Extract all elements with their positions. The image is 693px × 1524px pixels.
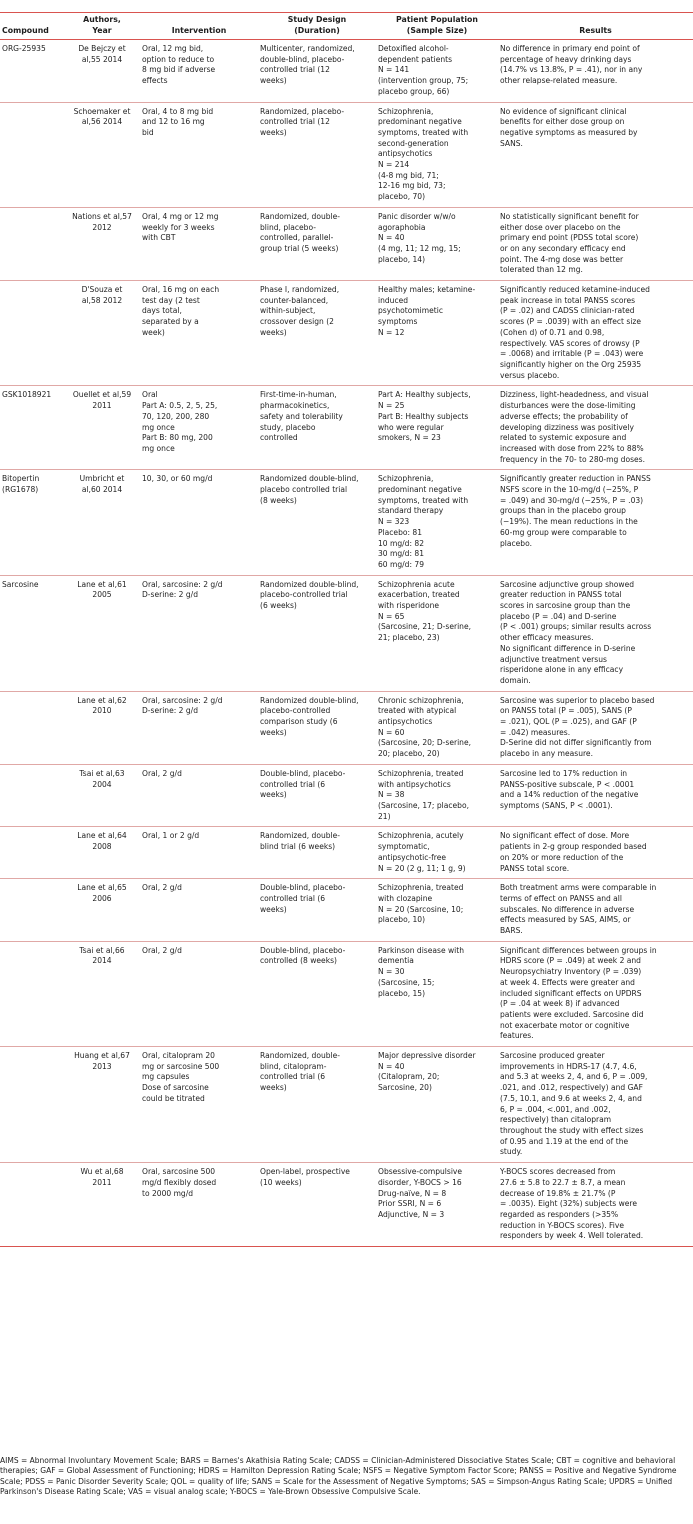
cell-compound (0, 1163, 64, 1247)
cell-results: Sarcosine produced greater improvements in HDRS-17 (4.7, 4.6, and 5.3 at weeks 2, 4, and 6, P = .009, .021, and .012, respectively) and GAF (7.5, 10.1, and 9.6 at weeks 2, 4, and 6, P = .004, <.001, and .002, respectively) than citalopram throughout the study with effect sizes of 0.95 and 1.19 at the end of the study. (498, 1047, 693, 1163)
cell-authors: Schoemaker et al,56 2014 (64, 102, 140, 207)
cell-compound (0, 1047, 64, 1163)
cell-compound (0, 102, 64, 207)
cell-compound (0, 941, 64, 1046)
cell-authors: Umbricht et al,60 2014 (64, 470, 140, 575)
cell-compound (0, 827, 64, 879)
table-row (0, 1163, 693, 1247)
cell-authors: De Bejczy et al,55 2014 (64, 40, 140, 103)
cell-population: Healthy males; ketamine- induced psychotomimetic symptoms N = 12 (376, 281, 498, 386)
cell-compound (0, 691, 64, 764)
cell-intervention: Oral, 2 g/d (140, 764, 258, 827)
abbreviations-footnote: AIMS = Abnormal Involuntary Movement Scale; BARS = Barnes's Akathisia Rating Scale; CADSS = Clinician-Administered Dissociative States Scale; CBT = cognitive and behavioral therapies; GAF = Global Assessment of Functioning; HDRS = Hamilton Depression Rating Scale; NSFS = Negative Symptom Factor Score; PANSS = Positive and Negative Syndrome Scale; PDSS = Panic Disorder Severity Scale; QOL = quality of life; SANS = Scale for the Assessment of Negative Symptoms; SAS = Simpson-Angus Rating Scale; UPDRS = Unified Parkinson's Disease Rating Scale; VAS = visual analog scale; Y-BOCS = Yale-Brown Obsessive Compulsive Scale. (0, 1456, 677, 1497)
header-compound: Compound (0, 15, 64, 40)
cell-population: Schizophrenia acute exacerbation, treated with risperidone N = 65 (Sarcosine, 21; D-serine, 21; placebo, 23) (376, 575, 498, 691)
cell-intervention: Oral, citalopram 20 mg or sarcosine 500 mg capsules Dose of sarcosine could be titrated (140, 1047, 258, 1163)
header-intervention: Intervention (140, 15, 258, 40)
cell-results: Sarcosine adjunctive group showed greater reduction in PANSS total scores in sarcosine group than the placebo (P = .04) and D-serine (P < .001) groups; similar results across other efficacy measures. No significant difference in D-serine adjunctive treatment versus risperidone alone in any efficacy domain. (498, 575, 693, 691)
cell-results: Both treatment arms were comparable in terms of effect on PANSS and all subscales. No difference in adverse effects measured by SAS, AIMS, or BARS. (498, 879, 693, 942)
cell-design: Phase I, randomized, counter-balanced, within-subject, crossover design (2 weeks) (258, 281, 376, 386)
table-row (0, 1047, 693, 1163)
cell-design: Randomized, double- blind, placebo- controlled, parallel- group trial (5 weeks) (258, 207, 376, 280)
cell-intervention: Oral, 12 mg bid, option to reduce to 8 mg bid if adverse effects (140, 40, 258, 103)
header-results: Results (498, 15, 693, 40)
cell-results: Significantly reduced ketamine-induced peak increase in total PANSS scores (P = .02) and CADSS clinician-rated scores (P = .0039) with an effect size (Cohen d) of 0.71 and 0.98, respectively. VAS scores of drowsy (P = .0068) and irritable (P = .043) were significantly higher on the Org 25935 versus placebo. (498, 281, 693, 386)
cell-results: Significant differences between groups in HDRS score (P = .049) at week 2 and Neuropsychiatry Inventory (P = .039) at week 4. Effects were greater and included significant effects on UPDRS (P = .04 at week 8) if advanced patients were excluded. Sarcosine did not exacerbate motor or cognitive features. (498, 941, 693, 1046)
cell-design: Double-blind, placebo- controlled trial (6 weeks) (258, 764, 376, 827)
cell-compound: Sarcosine (0, 575, 64, 691)
table-row (0, 281, 693, 386)
cell-population: Chronic schizophrenia, treated with atypical antipsychotics N = 60 (Sarcosine, 20; D-serine, 20; placebo, 20) (376, 691, 498, 764)
cell-compound (0, 207, 64, 280)
table-row (0, 40, 693, 103)
cell-population: Obsessive-compulsive disorder, Y-BOCS > 16 Drug-naïve, N = 8 Prior SSRI, N = 6 Adjunctive, N = 3 (376, 1163, 498, 1247)
cell-authors: Lane et al,62 2010 (64, 691, 140, 764)
cell-compound: GSK1018921 (0, 386, 64, 470)
cell-population: Schizophrenia, acutely symptomatic, antipsychotic-free N = 20 (2 g, 11; 1 g, 9) (376, 827, 498, 879)
cell-intervention: Oral, sarcosine: 2 g/d D-serine: 2 g/d (140, 575, 258, 691)
cell-intervention: Oral, sarcosine: 2 g/d D-serine: 2 g/d (140, 691, 258, 764)
cell-design: Double-blind, placebo- controlled (8 weeks) (258, 941, 376, 1046)
table-row (0, 879, 693, 942)
cell-design: Randomized, double- blind, citalopram- controlled trial (6 weeks) (258, 1047, 376, 1163)
cell-results: Y-BOCS scores decreased from 27.6 ± 5.8 to 22.7 ± 8.7, a mean decrease of 19.8% ± 21.7% (P = .0035). Eight (32%) subjects were regarded as responders (>35% reduction in Y-BOCS scores). Five responders by week 4. Well tolerated. (498, 1163, 693, 1247)
cell-results: No significant effect of dose. More patients in 2-g group responded based on 20% or more reduction of the PANSS total score. (498, 827, 693, 879)
cell-authors: Tsai et al,63 2004 (64, 764, 140, 827)
table-row (0, 941, 693, 1046)
cell-intervention: Oral, 4 to 8 mg bid and 12 to 16 mg bid (140, 102, 258, 207)
cell-design: Multicenter, randomized, double-blind, placebo- controlled trial (12 weeks) (258, 40, 376, 103)
cell-intervention: Oral, 4 mg or 12 mg weekly for 3 weeks with CBT (140, 207, 258, 280)
cell-population: Schizophrenia, treated with antipsychotics N = 38 (Sarcosine, 17; placebo, 21) (376, 764, 498, 827)
cell-authors: Lane et al,64 2008 (64, 827, 140, 879)
cell-population: Schizophrenia, predominant negative symptoms, treated with standard therapy N = 323 Placebo: 81 10 mg/d: 82 30 mg/d: 81 60 mg/d: 79 (376, 470, 498, 575)
table-row (0, 764, 693, 827)
cell-authors: Lane et al,65 2006 (64, 879, 140, 942)
cell-design: Randomized double-blind, placebo-controlled comparison study (6 weeks) (258, 691, 376, 764)
cell-compound (0, 879, 64, 942)
cell-compound (0, 281, 64, 386)
cell-intervention: Oral, 2 g/d (140, 941, 258, 1046)
cell-intervention: Oral Part A: 0.5, 2, 5, 25, 70, 120, 200, 280 mg once Part B: 80 mg, 200 mg once (140, 386, 258, 470)
cell-results: No statistically significant benefit for either dose over placebo on the primary end point (PDSS total score) or on any secondary efficacy end point. The 4-mg dose was better tolerated than 12 mg. (498, 207, 693, 280)
cell-compound (0, 764, 64, 827)
header-authors: Authors, Year (64, 15, 140, 40)
table-row (0, 386, 693, 470)
cell-results: No evidence of significant clinical benefits for either dose group on negative symptoms as measured by SANS. (498, 102, 693, 207)
cell-authors: Lane et al,61 2005 (64, 575, 140, 691)
cell-results: Significantly greater reduction in PANSS NSFS score in the 10-mg/d (−25%, P = .049) and 30-mg/d (−25%, P = .03) groups than in the placebo group (−19%). The mean reductions in the 60-mg group were comparable to placebo. (498, 470, 693, 575)
cell-results: Sarcosine was superior to placebo based on PANSS total (P = .005), SANS (P = .021), QOL (P = .025), and GAF (P = .042) measures. D-Serine did not differ significantly from placebo in any measure. (498, 691, 693, 764)
cell-population: Schizophrenia, predominant negative symptoms, treated with second-generation antipsychotics N = 214 (4-8 mg bid, 71; 12-16 mg bid, 73; placebo, 70) (376, 102, 498, 207)
cell-compound: Bitopertin (RG1678) (0, 470, 64, 575)
table-row (0, 207, 693, 280)
table-row (0, 102, 693, 207)
cell-authors: Wu et al,68 2011 (64, 1163, 140, 1247)
table-row (0, 827, 693, 879)
cell-authors: D'Souza et al,58 2012 (64, 281, 140, 386)
cell-compound: ORG-25935 (0, 40, 64, 103)
cell-population: Parkinson disease with dementia N = 30 (Sarcosine, 15; placebo, 15) (376, 941, 498, 1046)
cell-authors: Nations et al,57 2012 (64, 207, 140, 280)
cell-results: Dizziness, light-headedness, and visual disturbances were the dose-limiting adverse effects; the probability of developing dizziness was positively related to systemic exposure and increased with dose from 22% to 88% frequency in the 70- to 280-mg doses. (498, 386, 693, 470)
clinical-trials-table (0, 15, 693, 1247)
table-row (0, 575, 693, 691)
table-header-row (0, 15, 693, 40)
table-top-rule (0, 12, 693, 13)
cell-design: Open-label, prospective (10 weeks) (258, 1163, 376, 1247)
cell-population: Major depressive disorder N = 40 (Citalopram, 20; Sarcosine, 20) (376, 1047, 498, 1163)
cell-intervention: 10, 30, or 60 mg/d (140, 470, 258, 575)
cell-intervention: Oral, 2 g/d (140, 879, 258, 942)
cell-authors: Huang et al,67 2013 (64, 1047, 140, 1163)
cell-intervention: Oral, 1 or 2 g/d (140, 827, 258, 879)
cell-population: Part A: Healthy subjects, N = 25 Part B: Healthy subjects who were regular smokers, N = 23 (376, 386, 498, 470)
cell-authors: Ouellet et al,59 2011 (64, 386, 140, 470)
cell-population: Detoxified alcohol- dependent patients N = 141 (intervention group, 75; placebo group, 66) (376, 40, 498, 103)
cell-authors: Tsai et al,66 2014 (64, 941, 140, 1046)
cell-population: Schizophrenia, treated with clozapine N = 20 (Sarcosine, 10; placebo, 10) (376, 879, 498, 942)
header-population: Patient Population (Sample Size) (376, 15, 498, 40)
cell-intervention: Oral, 16 mg on each test day (2 test days total, separated by a week) (140, 281, 258, 386)
table-row (0, 470, 693, 575)
cell-intervention: Oral, sarcosine 500 mg/d flexibly dosed to 2000 mg/d (140, 1163, 258, 1247)
cell-design: Randomized double-blind, placebo controlled trial (8 weeks) (258, 470, 376, 575)
cell-population: Panic disorder w/w/o agoraphobia N = 40 (4 mg, 11; 12 mg, 15; placebo, 14) (376, 207, 498, 280)
header-design: Study Design (Duration) (258, 15, 376, 40)
cell-design: Randomized double-blind, placebo-controlled trial (6 weeks) (258, 575, 376, 691)
cell-design: Randomized, double- blind trial (6 weeks) (258, 827, 376, 879)
cell-design: Double-blind, placebo- controlled trial (6 weeks) (258, 879, 376, 942)
cell-results: No difference in primary end point of percentage of heavy drinking days (14.7% vs 13.8%, P = .41), nor in any other relapse-related measure. (498, 40, 693, 103)
table-row (0, 691, 693, 764)
cell-design: Randomized, placebo- controlled trial (12 weeks) (258, 102, 376, 207)
cell-design: First-time-in-human, pharmacokinetics, safety and tolerability study, placebo controlled (258, 386, 376, 470)
cell-results: Sarcosine led to 17% reduction in PANSS-positive subscale, P < .0001 and a 14% reduction of the negative symptoms (SANS, P < .0001). (498, 764, 693, 827)
